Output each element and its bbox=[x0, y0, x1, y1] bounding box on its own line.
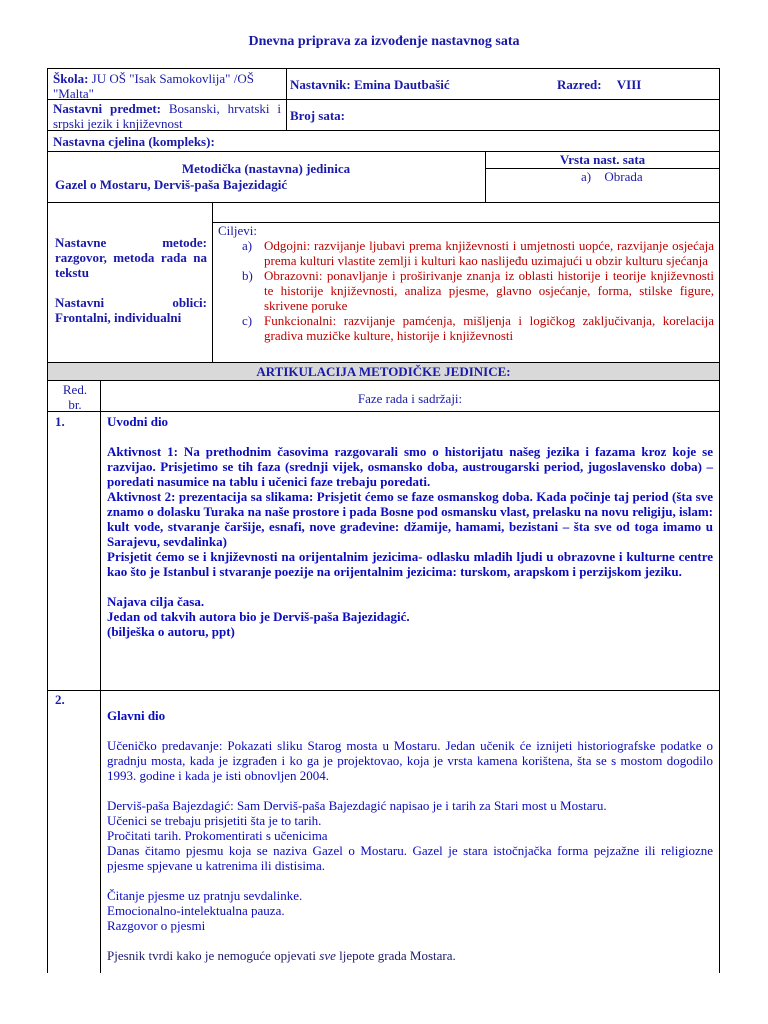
unit-complex-label: Nastavna cjelina (kompleks): bbox=[53, 134, 215, 149]
section-1-title: Uvodni dio bbox=[107, 414, 169, 429]
subject-field bbox=[53, 101, 281, 131]
lesson-number-label: Broj sata: bbox=[290, 108, 346, 123]
today-line: Danas čitamo pjesmu koja se naziva Gazel o Mostaru. Gazel je stara istočnjačka forma pejzažne ili religiozne pjesme spjevane u katrenima ili distisima. bbox=[107, 843, 713, 873]
goal-item bbox=[238, 313, 714, 343]
goals-list bbox=[238, 238, 714, 343]
articulation-heading: ARTIKULACIJA METODIČKE JEDINICE: bbox=[48, 363, 719, 380]
grade-value: VIII bbox=[616, 77, 642, 92]
goal-announcement: Najava cilja časa. bbox=[107, 594, 205, 609]
activity-1: Aktivnost 1: Na prethodnim časovima razgovarali smo o historijatu našeg jezika i fazama kroz koje se razvijao. Prisjetimo se tih faza (srednji vijek, osmansko doba, austrougarski period, jugoslavensko doba) – poredati nasumice na tablu i učenici faze trebaju poredati. bbox=[107, 444, 713, 489]
goals-heading: Ciljevi: bbox=[218, 223, 257, 238]
methodical-unit-value: Gazel o Mostaru, Derviš-paša Bajezidagić bbox=[55, 177, 288, 192]
author-line: Jedan od takvih autora bio je Derviš-paša Bajezidagić. bbox=[107, 609, 410, 624]
section-1-content bbox=[107, 414, 713, 639]
grade-field bbox=[557, 77, 641, 92]
lesson-type-value: Obrada bbox=[604, 169, 643, 184]
student-lecture: Učeničko predavanje: Pokazati sliku Starog mosta u Mostaru. Jedan učenik će iznijeti historiografske podatke o gradnju mosta, kada je izgrađen i ko ga je projektovao, koja je vrsta kamena korištena, šta se s mostom dogodilo 1993. godine i kada je isti obnovljen 2004. bbox=[107, 738, 713, 783]
forms-value: Frontalni, individualni bbox=[55, 310, 182, 325]
goal-marker: b) bbox=[242, 268, 253, 283]
column-number-header: Red. br. bbox=[62, 382, 88, 412]
recall-tarih-line: Učenici se trebaju prisjetiti šta je to tarih. bbox=[107, 813, 322, 828]
goal-text: Obrazovni: ponavljanje i proširivanje znanja iz oblasti historije i teorije književnosti te historije književnosti, analiza pjesme, glavno osjećanje, forma, stilske figure, skrivene poruke bbox=[264, 268, 714, 313]
goal-item bbox=[238, 238, 714, 268]
section-number-2: 2. bbox=[55, 692, 65, 707]
school-value: JU OŠ "Isak Samokovlija" /OŠ "Malta" bbox=[53, 71, 254, 101]
reading-line: Čitanje pjesme uz pratnju sevdalinke. bbox=[107, 888, 303, 903]
goal-text: Funkcionalni: razvijanje pamćenja, mišljenja i logičkog zaključivanja, korelacija gradiva muzičke kulture, historije i književnosti bbox=[264, 313, 714, 343]
activity-2: Aktivnost 2: prezentacija sa slikama: Prisjetit ćemo se faze osmanskog doba. Kada počinje taj period (šta sve znamo o dolasku Turaka na naše prostore i pada Bosne pod osmansku vlast, prelasku na novu religiju, islam: kult vode, stvaranje čaršije, esnafi, nove građevine: džamije, hamami, bezistani – šta sve od toga imamo u Sarajevu, sevdalinka) bbox=[107, 489, 713, 549]
subject-label: Nastavni predmet: bbox=[53, 101, 161, 116]
teacher-field bbox=[290, 77, 450, 92]
teacher-value: Emina Dautbašić bbox=[353, 77, 450, 92]
methods-value: razgovor, metoda rada na tekstu bbox=[55, 250, 207, 280]
methods-label: Nastavne metode: bbox=[55, 235, 207, 250]
goal-marker: a) bbox=[242, 238, 253, 253]
poet-after: ljepote grada Mostara. bbox=[335, 948, 456, 963]
methodical-unit-label: Metodička (nastavna) jedinica bbox=[181, 161, 351, 176]
school-label: Škola: bbox=[53, 71, 89, 86]
author-note: (bilješka o autoru, ppt) bbox=[107, 624, 235, 639]
column-phases-header: Faze rada i sadržaji: bbox=[357, 391, 463, 406]
section-2-title: Glavni dio bbox=[107, 708, 166, 723]
section-number-1: 1. bbox=[55, 414, 65, 429]
talk-line: Razgovor o pjesmi bbox=[107, 918, 206, 933]
methods-block bbox=[55, 235, 207, 325]
document-title: Dnevna priprava za izvođenje nastavnog sata bbox=[248, 34, 520, 49]
goal-item bbox=[238, 268, 714, 313]
school-field bbox=[53, 71, 283, 101]
grade-label: Razred: bbox=[557, 77, 602, 92]
goal-marker: c) bbox=[242, 313, 253, 328]
forms-label: Nastavni oblici: bbox=[55, 295, 207, 310]
poet-line bbox=[107, 948, 713, 963]
section-2-content bbox=[107, 708, 713, 963]
poet-before: Pjesnik tvrdi kako je nemoguće opjevati bbox=[107, 948, 320, 963]
goals-block bbox=[218, 223, 714, 343]
poet-italic: sve bbox=[319, 948, 336, 963]
lesson-type-item bbox=[581, 169, 643, 184]
read-tarih-line: Pročitati tarih. Prokomentirati s učenicima bbox=[107, 828, 328, 843]
pause-line: Emocionalno-intelektualna pauza. bbox=[107, 903, 285, 918]
recall-paragraph: Prisjetit ćemo se i književnosti na orijentalnim jezicima- odlasku mladih ljudi u obrazovne i kulturne centre kao što je Istanbul i stvaranje poezije na orijentalnim jezicima: turskom, arapskom i perzijskom jeziku. bbox=[107, 549, 713, 579]
teacher-label: Nastavnik: bbox=[290, 77, 351, 92]
tarih-line: Derviš-paša Bajezdagić: Sam Derviš-paša Bajezdagić napisao je i tarih za Stari most u Mostaru. bbox=[107, 798, 607, 813]
subject-value: Bosanski, hrvatski i srpski jezik i književnost bbox=[53, 101, 281, 131]
lesson-type-label: Vrsta nast. sata bbox=[559, 152, 646, 167]
lesson-type-marker: a) bbox=[581, 169, 592, 184]
goal-text: Odgojni: razvijanje ljubavi prema književnosti i umjetnosti uopće, razvijanje osjećaja prema kulturi vlastite zemlji i kulturi kao naslijeđu uzimajući u obzir kulturu sjećanja bbox=[264, 238, 714, 268]
